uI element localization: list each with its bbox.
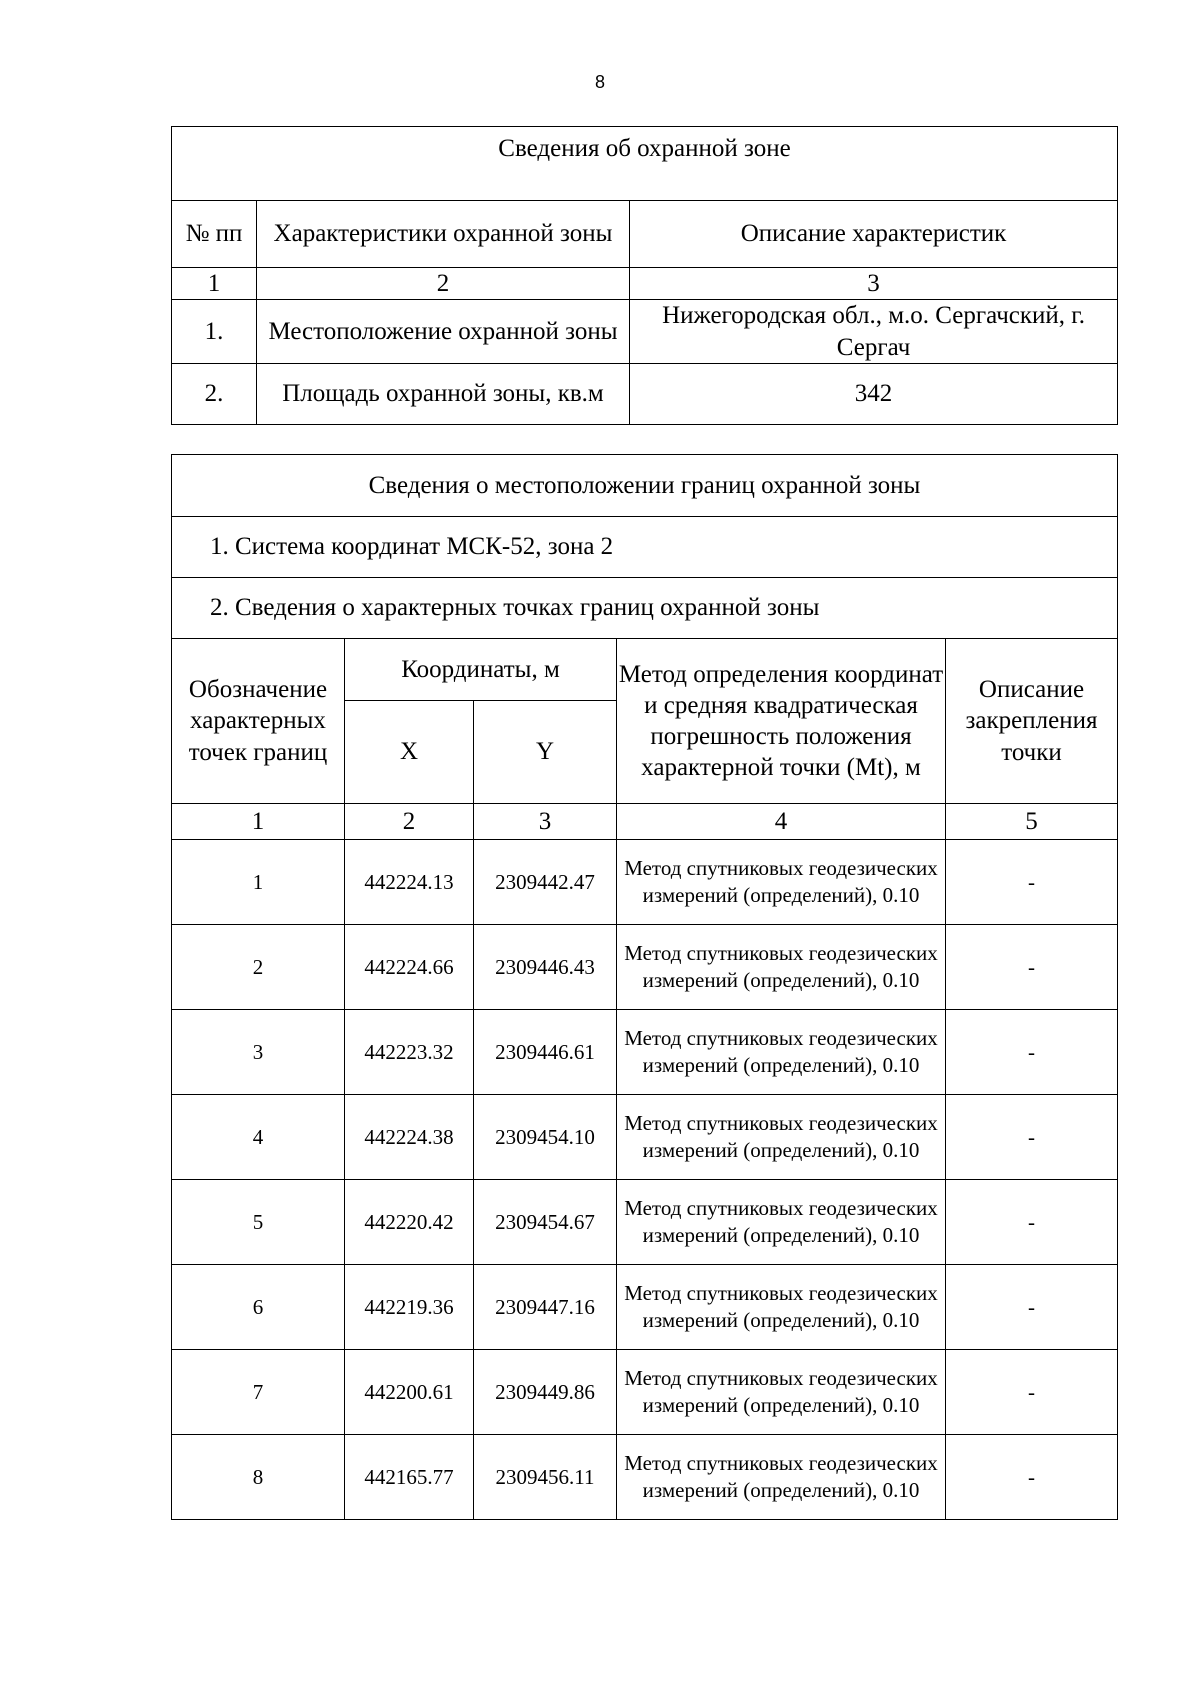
point-y: 2309456.11: [474, 1435, 617, 1520]
table-row: [172, 1350, 1118, 1435]
point-y: 2309449.86: [474, 1350, 617, 1435]
table-row: [172, 1095, 1118, 1180]
point-fixing: -: [946, 925, 1118, 1010]
point-method: Метод спутниковых геодезических измерений (определений), 0.10: [617, 1265, 946, 1350]
point-fixing: -: [946, 1350, 1118, 1435]
table-row: [172, 1265, 1118, 1350]
header-fixing: Описание закрепления точки: [946, 639, 1118, 804]
header-description: Описание характеристик: [630, 201, 1118, 268]
table-row: [172, 363, 1118, 424]
header-designation: Обозначение характерных точек границ: [172, 639, 345, 804]
row-characteristic: Местоположение охранной зоны: [257, 300, 630, 364]
point-y: 2309442.47: [474, 840, 617, 925]
table-row: [172, 1010, 1118, 1095]
point-id: 8: [172, 1435, 345, 1520]
row-characteristic: Площадь охранной зоны, кв.м: [257, 363, 630, 424]
point-method: Метод спутниковых геодезических измерений (определений), 0.10: [617, 1180, 946, 1265]
point-id: 1: [172, 840, 345, 925]
zone-info-title: Сведения об охранной зоне: [172, 127, 1118, 201]
header-y: Y: [474, 701, 617, 804]
table-row: [172, 840, 1118, 925]
point-id: 5: [172, 1180, 345, 1265]
point-y: 2309454.10: [474, 1095, 617, 1180]
point-y: 2309447.16: [474, 1265, 617, 1350]
column-number: 3: [630, 268, 1118, 300]
point-method: Метод спутниковых геодезических измерений (определений), 0.10: [617, 1095, 946, 1180]
point-method: Метод спутниковых геодезических измерений (определений), 0.10: [617, 1010, 946, 1095]
column-number: 5: [946, 804, 1118, 840]
point-fixing: -: [946, 1180, 1118, 1265]
point-x: 442224.13: [345, 840, 474, 925]
table-row: [172, 1435, 1118, 1520]
table-row: [172, 1180, 1118, 1265]
point-id: 6: [172, 1265, 345, 1350]
point-method: Метод спутниковых геодезических измерений (определений), 0.10: [617, 1435, 946, 1520]
row-description: 342: [630, 363, 1118, 424]
point-id: 3: [172, 1010, 345, 1095]
table-row: [172, 300, 1118, 364]
point-y: 2309454.67: [474, 1180, 617, 1265]
point-id: 7: [172, 1350, 345, 1435]
column-number: 4: [617, 804, 946, 840]
header-num: № пп: [172, 201, 257, 268]
column-number: 2: [345, 804, 474, 840]
row-num: 2.: [172, 363, 257, 424]
points-title: 2. Сведения о характерных точках границ охранной зоны: [172, 578, 1118, 639]
point-fixing: -: [946, 840, 1118, 925]
column-number: 1: [172, 804, 345, 840]
point-method: Метод спутниковых геодезических измерений (определений), 0.10: [617, 840, 946, 925]
row-num: 1.: [172, 300, 257, 364]
coord-system: 1. Система координат МСК-52, зона 2: [172, 517, 1118, 578]
point-fixing: -: [946, 1095, 1118, 1180]
column-number: 1: [172, 268, 257, 300]
point-y: 2309446.61: [474, 1010, 617, 1095]
point-method: Метод спутниковых геодезических измерений (определений), 0.10: [617, 925, 946, 1010]
header-coordinates: Координаты, м: [345, 639, 617, 701]
point-x: 442224.38: [345, 1095, 474, 1180]
row-description: Нижегородская обл., м.о. Сергачский, г. Сергач: [630, 300, 1118, 364]
point-id: 2: [172, 925, 345, 1010]
point-method: Метод спутниковых геодезических измерений (определений), 0.10: [617, 1350, 946, 1435]
point-x: 442219.36: [345, 1265, 474, 1350]
column-number: 2: [257, 268, 630, 300]
point-x: 442223.32: [345, 1010, 474, 1095]
header-method: Метод определения координат и средняя квадратическая погрешность положения характерной точки (Mt), м: [617, 639, 946, 804]
point-fixing: -: [946, 1265, 1118, 1350]
boundary-title: Сведения о местоположении границ охранной зоны: [172, 455, 1118, 517]
point-fixing: -: [946, 1010, 1118, 1095]
point-x: 442220.42: [345, 1180, 474, 1265]
header-characteristic: Характеристики охранной зоны: [257, 201, 630, 268]
point-x: 442200.61: [345, 1350, 474, 1435]
point-id: 4: [172, 1095, 345, 1180]
column-number: 3: [474, 804, 617, 840]
page-number: 8: [594, 72, 605, 92]
point-fixing: -: [946, 1435, 1118, 1520]
boundary-table: [171, 454, 1118, 1520]
point-y: 2309446.43: [474, 925, 617, 1010]
point-x: 442165.77: [345, 1435, 474, 1520]
point-x: 442224.66: [345, 925, 474, 1010]
table-row: [172, 925, 1118, 1010]
header-x: X: [345, 701, 474, 804]
zone-info-table: [171, 126, 1118, 425]
